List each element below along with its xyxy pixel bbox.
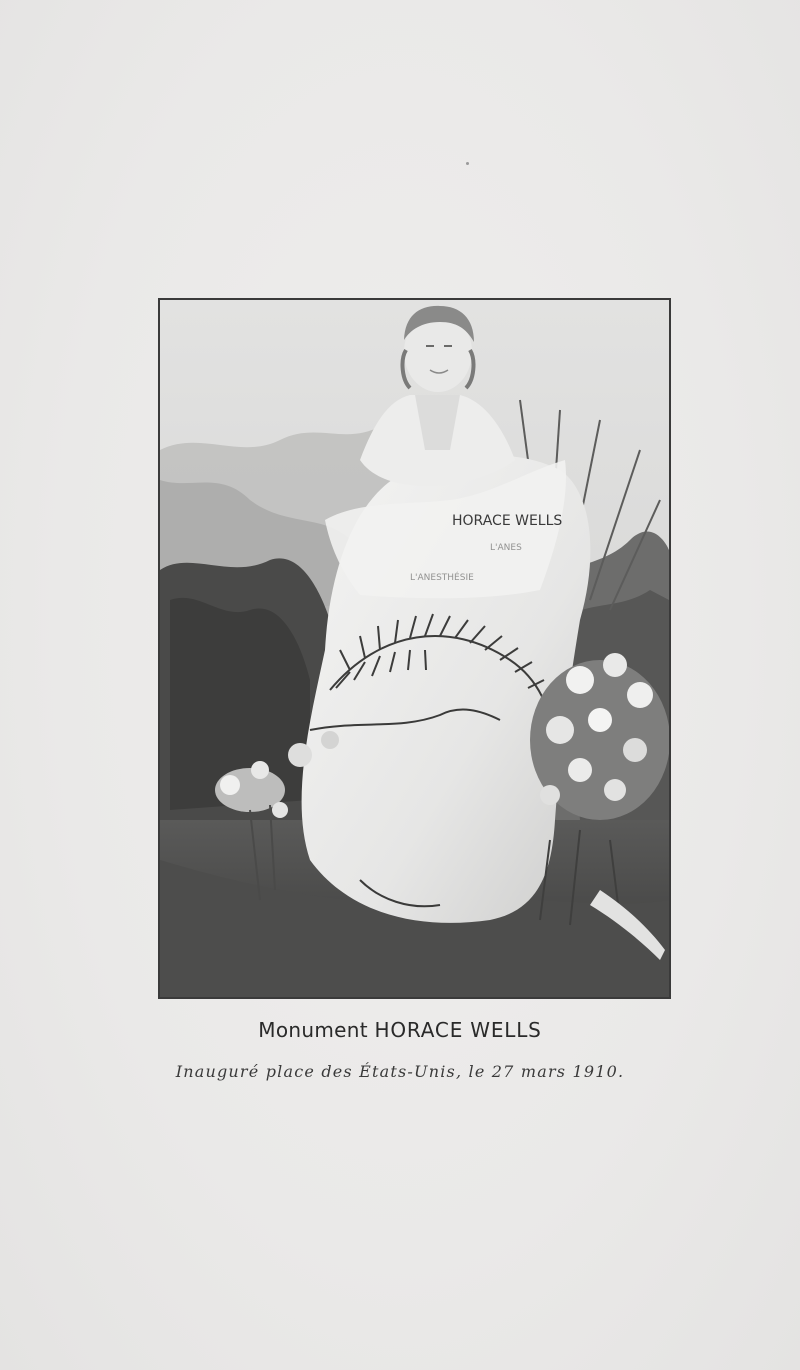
caption-prefix: Monument xyxy=(258,1018,368,1042)
inscription-name: HORACE WELLS xyxy=(452,513,563,529)
caption-name: HORACE WELLS xyxy=(374,1018,542,1042)
plate-caption-title xyxy=(0,1018,800,1042)
inscription-line-3: L'ANESTHÉSIE xyxy=(410,573,474,583)
plate-caption-subtitle: Inauguré place des États-Unis, le 27 mars 1910. xyxy=(175,1062,625,1081)
inscription-line-2: L'ANES xyxy=(490,543,522,553)
monument-photograph xyxy=(160,300,669,997)
paper-speck xyxy=(466,162,469,165)
photograph-plate xyxy=(158,298,671,999)
